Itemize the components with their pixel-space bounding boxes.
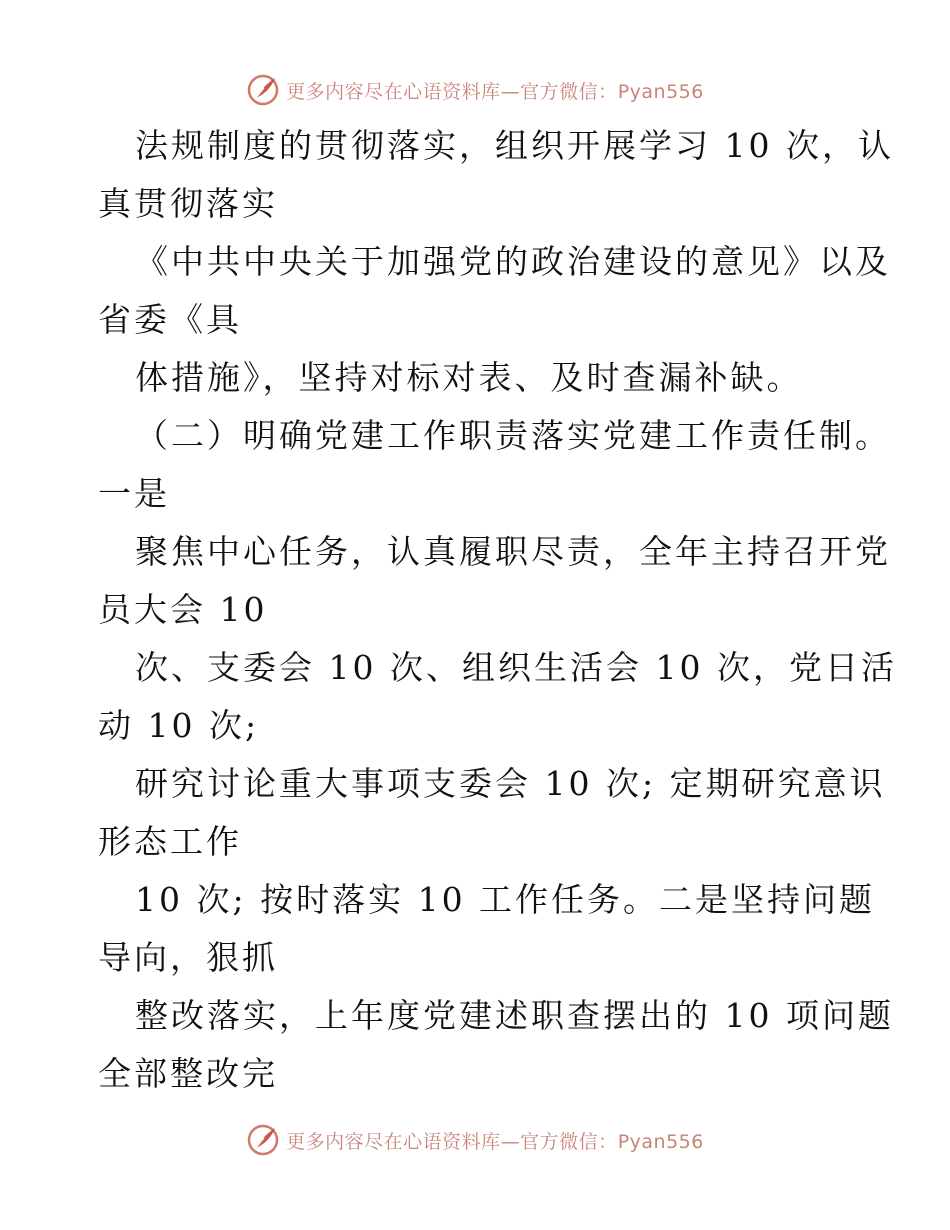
feather-pen-logo-icon	[246, 1123, 280, 1157]
text-line: 10 次; 按时落实 10 工作任务。二是坚持问题	[135, 880, 876, 919]
watermark-text	[286, 77, 704, 104]
watermark-text	[286, 1127, 704, 1154]
text-line: 形态工作	[98, 822, 242, 861]
text-line: 体措施》，坚持对标对表、及时查漏补缺。	[135, 358, 803, 397]
watermark-id: Pyan556	[617, 1130, 704, 1153]
text-line: 动 10 次;	[98, 706, 260, 745]
watermark-header	[0, 70, 950, 110]
text-line: 员大会 10	[98, 590, 268, 629]
watermark-footer	[0, 1120, 950, 1160]
watermark-main: 更多内容尽在心语资料库	[286, 80, 501, 103]
watermark-id: Pyan556	[617, 80, 704, 103]
text-line: （二）明确党建工作职责落实党建工作责任制。	[135, 416, 891, 455]
text-line: 全部整改完	[98, 1054, 278, 1093]
text-line: 一是	[98, 474, 170, 513]
text-line: 省委《具	[98, 300, 242, 339]
watermark-suffix: 官方微信：	[520, 1130, 618, 1153]
watermark-dash: —	[500, 1130, 521, 1153]
feather-pen-logo-icon	[246, 73, 280, 107]
watermark-suffix: 官方微信：	[520, 80, 618, 103]
watermark-dash: —	[500, 80, 521, 103]
text-line: 整改落实，上年度党建述职查摆出的 10 项问题	[135, 996, 894, 1035]
document-body	[98, 117, 897, 1103]
text-line: 聚焦中心任务，认真履职尽责，全年主持召开党	[135, 532, 891, 571]
watermark-main: 更多内容尽在心语资料库	[286, 1130, 501, 1153]
text-line: 导向，狠抓	[98, 938, 278, 977]
text-line: 《中共中央关于加强党的政治建设的意见》以及	[135, 242, 891, 281]
text-line: 次、支委会 10 次、组织生活会 10 次，党日活	[135, 648, 897, 687]
text-line: 研究讨论重大事项支委会 10 次; 定期研究意识	[135, 764, 886, 803]
text-line: 法规制度的贯彻落实，组织开展学习 10 次，认	[135, 126, 894, 165]
text-line: 真贯彻落实	[98, 184, 278, 223]
